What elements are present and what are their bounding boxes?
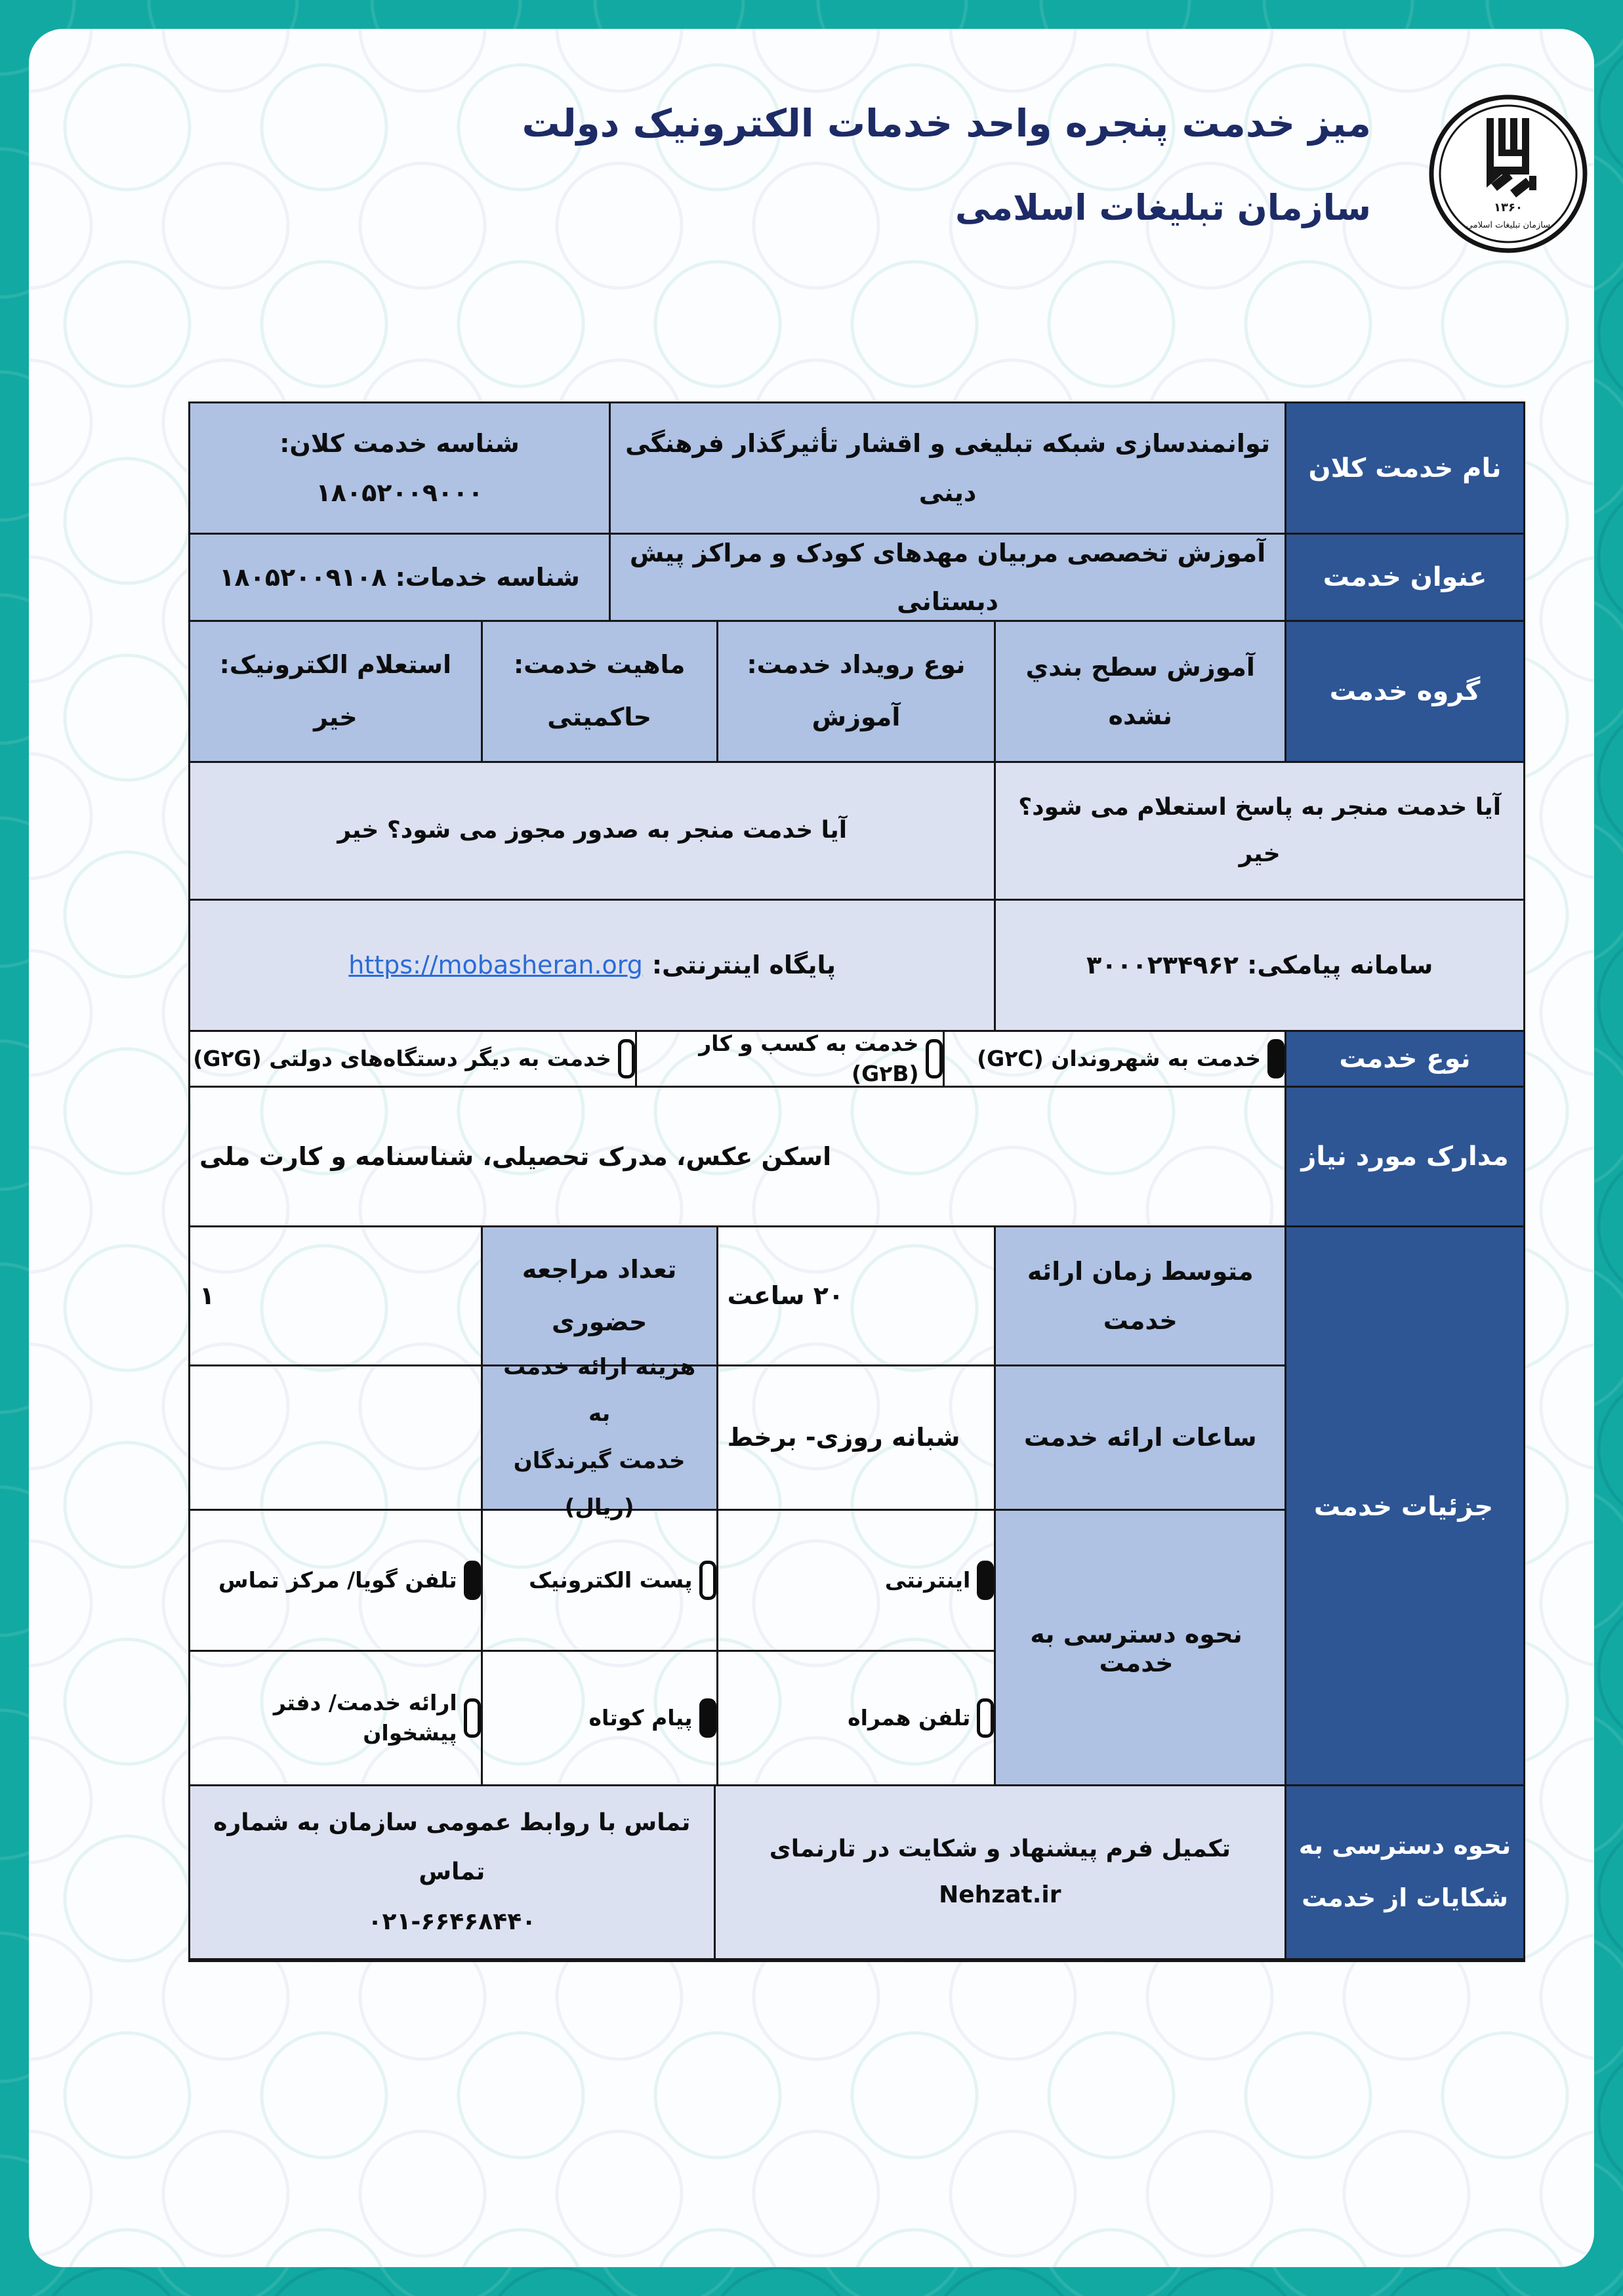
row-inquiry-questions <box>190 763 1523 901</box>
row-header-complaints <box>1284 1786 1523 1960</box>
license-question: آیا خدمت منجر به صدور مجوز می شود؟ خیر <box>190 763 994 901</box>
access-method-label: نحوه دسترسی به خدمت <box>1030 1620 1243 1677</box>
row-access-2 <box>190 1652 1523 1786</box>
row-access-1 <box>190 1511 1523 1652</box>
details-header-cell <box>1284 1652 1523 1786</box>
row-macro-service <box>190 403 1523 535</box>
service-type-option-g2g <box>190 1032 635 1088</box>
group-e-inquiry <box>190 622 481 763</box>
access-label-cell <box>994 1511 1284 1652</box>
group-nature <box>481 622 716 763</box>
nature-value: حاکمیتی <box>547 703 651 731</box>
avg-time-label: متوسط زمان ارائه خدمت <box>994 1227 1284 1366</box>
sms-checkbox[interactable] <box>699 1698 716 1738</box>
ivr-label: تلفن گویا/ مرکز تماس <box>218 1567 457 1593</box>
sms-label: پیام کوتاه <box>588 1704 693 1731</box>
row-required-documents <box>190 1088 1523 1227</box>
website-cell <box>190 901 994 1032</box>
complaints-phone <box>190 1786 714 1960</box>
g2g-label: خدمت به دیگر دستگاه‌های دولتی (G۲G) <box>193 1045 611 1071</box>
details-header-cell <box>1284 1511 1523 1652</box>
hours-value: شبانه روزی- برخط <box>716 1366 995 1511</box>
page-title: میز خدمت پنجره واحد خدمات الکترونیک دولت <box>522 101 1371 146</box>
complaints-phone-line1: تماس با روابط عمومی سازمان به شماره تماس <box>213 1809 691 1886</box>
service-type-option-g2b <box>635 1032 943 1088</box>
visits-label-line1: تعداد مراجعه <box>522 1254 677 1284</box>
documents-value: اسکن عکس، مدرک تحصیلی، شناسنامه و کارت ملی <box>190 1088 1284 1227</box>
internet-label: اینترنتی <box>884 1567 971 1593</box>
group-event-type <box>716 622 995 763</box>
details-header-cell <box>1284 1227 1523 1366</box>
cost-label-line3: (ریال) <box>564 1494 634 1521</box>
row-header-documents: مدارک مورد نیاز <box>1284 1088 1523 1227</box>
document-sheet <box>29 29 1594 2267</box>
email-label: پست الکترونیک <box>529 1567 693 1593</box>
email-checkbox[interactable] <box>699 1561 716 1600</box>
details-header-cell <box>1284 1366 1523 1511</box>
g2c-checkbox[interactable] <box>1267 1039 1284 1078</box>
macro-service-value: توانمندسازی شبکه تبلیغی و اقشار تأثیرگذار فرهنگی دینی <box>609 403 1284 535</box>
e-inquiry-label: استعلام الکترونیک: <box>219 650 452 680</box>
event-type-value: آموزش <box>812 703 901 731</box>
cost-value <box>190 1366 481 1511</box>
visits-value: ۱ <box>190 1227 481 1366</box>
event-type-label: نوع رویداد خدمت: <box>747 650 966 680</box>
complaints-header-line1: نحوه دسترسی به <box>1298 1831 1511 1860</box>
inquiry-question: آیا خدمت منجر به پاسخ استعلام می شود؟ خیر <box>994 763 1523 901</box>
row-sms-website <box>190 901 1523 1032</box>
counter-checkbox[interactable] <box>464 1698 481 1738</box>
row-header-macro-service: نام خدمت کلان <box>1284 403 1523 535</box>
organization-name: سازمان تبلیغات اسلامی <box>955 186 1371 228</box>
nature-label: ماهیت خدمت: <box>513 650 686 680</box>
g2c-label: خدمت به شهروندان (G۲C) <box>977 1045 1261 1071</box>
mobile-label: تلفن همراه <box>848 1704 971 1731</box>
access-label-cell <box>994 1652 1284 1786</box>
complaints-phone-number: ۰۲۱-۶۶۴۶۸۴۴۰ <box>367 1908 537 1935</box>
access-option-counter <box>190 1652 481 1786</box>
g2g-checkbox[interactable] <box>618 1039 635 1078</box>
complaints-header-line2: شکایات از خدمت <box>1302 1883 1508 1912</box>
service-type-option-g2c <box>943 1032 1284 1088</box>
g2b-label: خدمت به کسب و کار (G۲B) <box>699 1030 919 1086</box>
row-header-service-title: عنوان خدمت <box>1284 535 1523 622</box>
access-option-mobile <box>716 1652 995 1786</box>
ivr-checkbox[interactable] <box>464 1561 481 1600</box>
row-complaints <box>190 1786 1523 1960</box>
row-header-service-group: گروه خدمت <box>1284 622 1523 763</box>
cost-label-line2: خدمت گیرندگان <box>513 1447 686 1474</box>
logo-year: ۱۳۶۰ <box>1494 201 1523 215</box>
internet-checkbox[interactable] <box>977 1561 994 1600</box>
row-details-hours <box>190 1353 1523 1521</box>
service-title-value: آموزش تخصصی مربیان مهدهای کودک و مراکز پیش دبستانی <box>609 535 1284 622</box>
access-option-email <box>481 1511 716 1652</box>
group-level: آموزش سطح بندي نشده <box>994 622 1284 763</box>
row-service-group <box>190 622 1523 763</box>
mobile-checkbox[interactable] <box>977 1698 994 1738</box>
sms-system: سامانه پیامکی: ۳۰۰۰۲۳۴۹۶۲ <box>994 901 1523 1032</box>
e-inquiry-value: خیر <box>314 703 358 731</box>
service-id: شناسه خدمات: ۱۸۰۵۲۰۰۹۱۰۸ <box>190 535 609 622</box>
website-link[interactable]: https://mobasheran.org <box>348 951 643 980</box>
macro-service-id: شناسه خدمت کلان: ۱۸۰۵۲۰۰۹۰۰۰ <box>190 403 609 535</box>
logo-org-name: سازمان تبلیغات اسلامی <box>1466 220 1551 230</box>
row-header-service-type: نوع خدمت <box>1284 1032 1523 1088</box>
details-section-header: جزئیات خدمت <box>1313 1492 1494 1522</box>
organization-logo-icon <box>1426 92 1590 256</box>
hours-label: ساعات ارائه خدمت <box>994 1366 1284 1511</box>
cost-label-line1: هزینه ارائه خدمت به <box>503 1353 696 1427</box>
complaints-web-form: تکمیل فرم پیشنهاد و شکایت در تارنمای Nehzat.ir <box>714 1786 1284 1960</box>
g2b-checkbox[interactable] <box>926 1039 943 1078</box>
website-label: پایگاه اینترنتی: <box>651 951 836 980</box>
row-service-title <box>190 535 1523 622</box>
avg-time-value: ۲۰ ساعت <box>716 1227 995 1366</box>
access-option-ivr <box>190 1511 481 1652</box>
service-info-table <box>188 401 1525 1962</box>
row-details-time <box>190 1227 1523 1366</box>
row-service-type <box>190 1032 1523 1088</box>
access-option-sms <box>481 1652 716 1786</box>
cost-label <box>481 1353 716 1521</box>
visits-label-line2: حضوری <box>552 1307 647 1336</box>
document-titles <box>522 100 1371 230</box>
access-option-internet <box>716 1511 995 1652</box>
counter-label: ارائه خدمت/ دفتر پیشخوان <box>273 1689 457 1746</box>
